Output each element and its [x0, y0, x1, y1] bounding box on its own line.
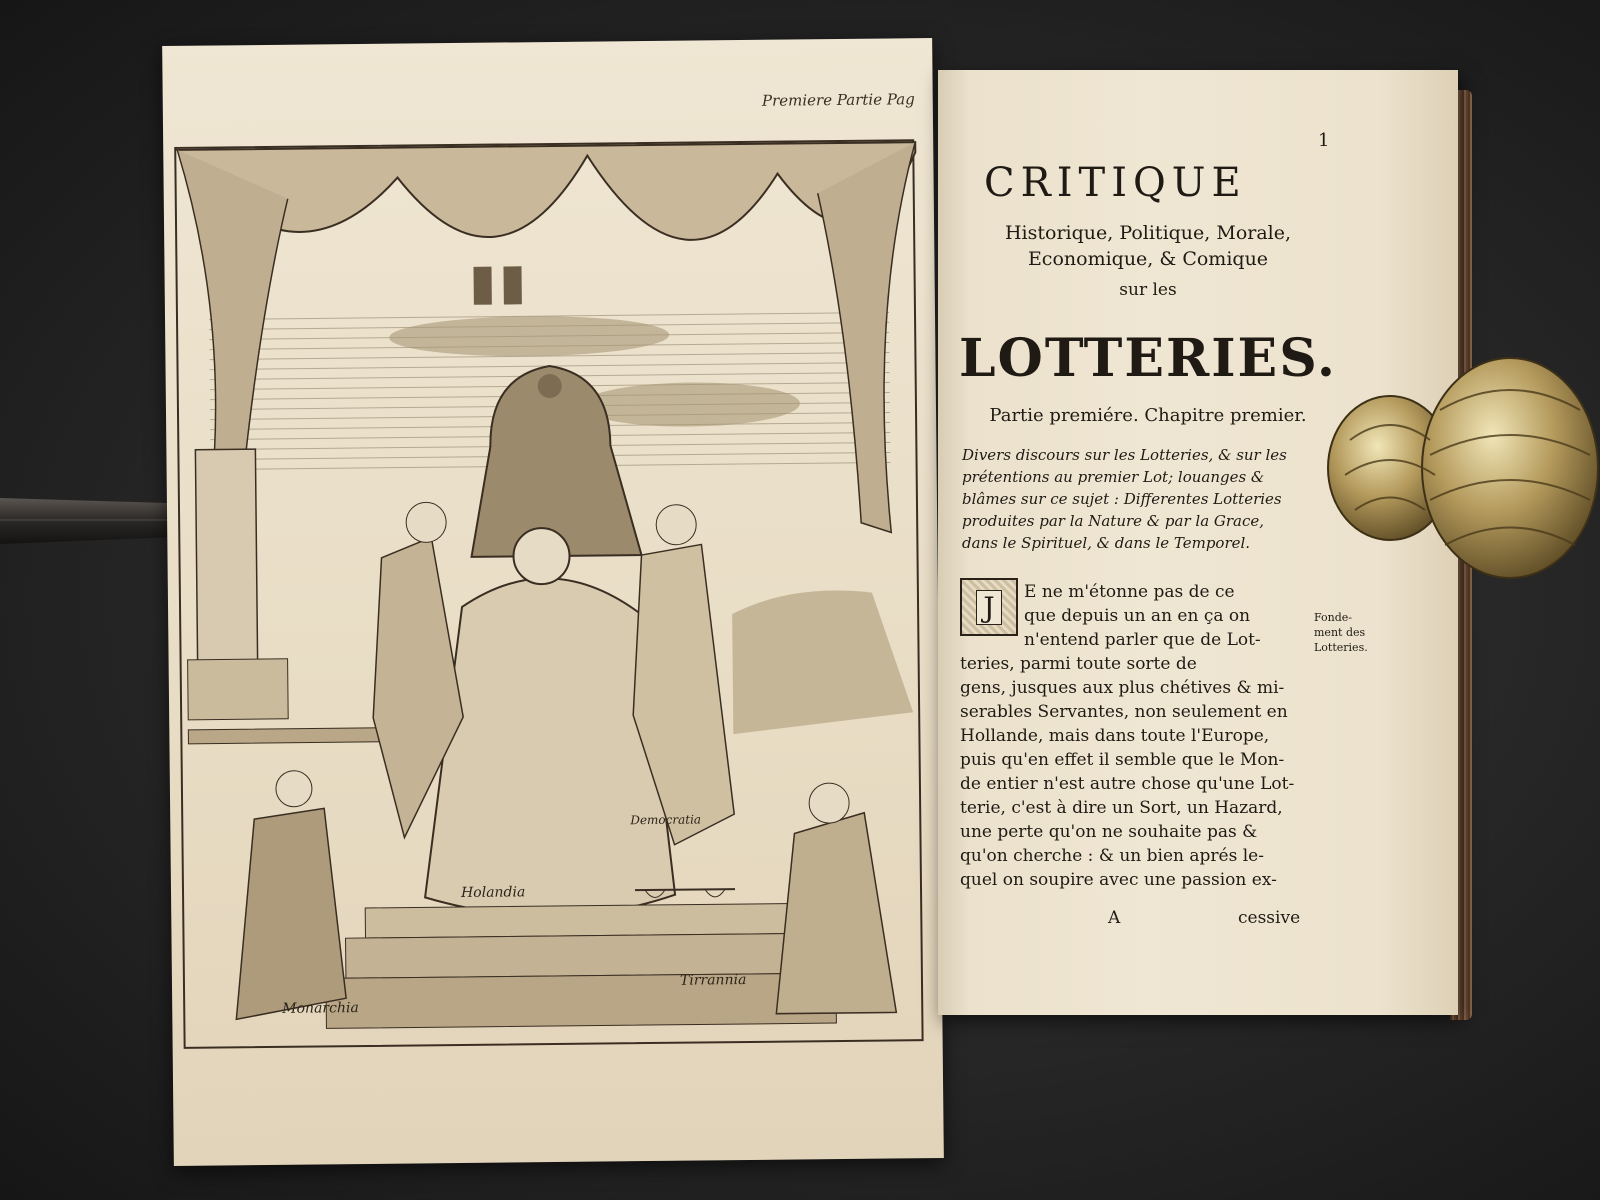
label-holandia: Holandia: [460, 884, 526, 901]
summary-line: Divers discours sur les Lotteries, & sur les: [962, 446, 1287, 464]
body-line: terie, c'est à dire un Sort, un Hazard,: [960, 798, 1283, 818]
margin-note-line: Lotteries.: [1314, 641, 1368, 654]
part-chapter-heading: Partie premiére. Chapitre premier.: [989, 405, 1307, 426]
label-democratia: Democratia: [630, 812, 702, 828]
signature-mark: A: [1108, 908, 1121, 928]
plate-header: Premiere Partie Pag: [761, 90, 915, 110]
main-title: LOTTERIES.: [958, 328, 1337, 389]
sur-les: sur les: [1119, 280, 1177, 300]
subtitle-line-2: Economique, & Comique: [1027, 248, 1269, 270]
subtitle-line-1: Historique, Politique, Morale,: [1004, 222, 1292, 244]
page-title: CRITIQUE: [984, 160, 1247, 206]
chapter-summary: [962, 444, 1340, 554]
margin-note-line: ment des: [1314, 626, 1366, 639]
drop-cap-letter: J: [976, 590, 1001, 625]
body-line: quel on soupire avec une passion ex-: [960, 870, 1277, 890]
body-line: que depuis un an en ça on: [1024, 606, 1251, 626]
catchword: cessive: [1238, 908, 1301, 928]
summary-line: dans le Spirituel, & dans le Temporel.: [962, 534, 1251, 552]
body-line: serables Servantes, non seulement en: [960, 702, 1288, 722]
brass-ornament: [1320, 350, 1600, 600]
engraving-illustration: [167, 112, 937, 1080]
body-line: de entier n'est autre chose qu'une Lot-: [960, 774, 1295, 794]
label-tirrannia: Tirrannia: [679, 971, 747, 989]
body-line: Hollande, mais dans toute l'Europe,: [960, 726, 1270, 746]
drop-cap: [960, 578, 1018, 636]
summary-line: prétentions au premier Lot; louanges &: [962, 468, 1265, 486]
page-number: 1: [1318, 130, 1330, 151]
engraved-plate: [162, 38, 944, 1166]
subtitle: [958, 220, 1338, 272]
margin-note-line: Fonde-: [1314, 611, 1353, 624]
body-line: qu'on cherche : & un bien aprés le-: [960, 846, 1264, 866]
body-line: gens, jusques aux plus chétives & mi-: [960, 678, 1285, 698]
body-line: puis qu'en effet il semble que le Mon-: [960, 750, 1285, 770]
summary-line: produites par la Nature & par la Grace,: [962, 512, 1265, 530]
body-line: teries, parmi toute sorte de: [960, 654, 1197, 674]
body-line: n'entend parler que de Lot-: [1024, 630, 1261, 650]
summary-line: blâmes sur ce sujet : Differentes Lotteries: [962, 490, 1282, 508]
body-line: une perte qu'on ne souhaite pas &: [960, 822, 1258, 842]
body-line: E ne m'étonne pas de ce: [1024, 582, 1235, 602]
margin-note: [1314, 610, 1394, 655]
label-monarchia: Monarchia: [282, 1000, 359, 1017]
